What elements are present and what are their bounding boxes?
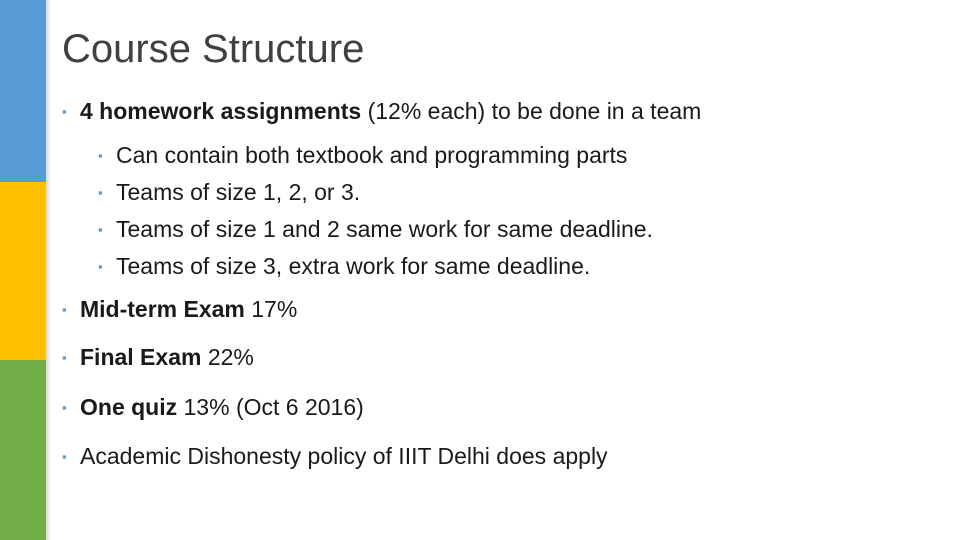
bullet-square-icon: ▪	[98, 259, 103, 274]
accent-stripe-blue	[0, 0, 46, 182]
bullet-dishonesty: ▪ Academic Dishonesty policy of IIIT Delhi does apply	[62, 443, 608, 469]
bullet-square-icon: ▪	[98, 222, 103, 237]
bullet-square-icon: ▪	[62, 350, 67, 365]
bullet-square-icon: ▪	[62, 400, 67, 415]
bullet-square-icon: ▪	[98, 185, 103, 200]
subbullet-extra-work: ▪ Teams of size 3, extra work for same deadline.	[98, 253, 591, 279]
bullet-square-icon: ▪	[62, 302, 67, 317]
bullet-quiz: ▪ One quiz 13% (Oct 6 2016)	[62, 394, 364, 420]
subbullet-team-sizes: ▪ Teams of size 1, 2, or 3.	[98, 179, 361, 205]
bullet-final: ▪ Final Exam 22%	[62, 344, 254, 370]
bullet-square-icon: ▪	[98, 148, 103, 163]
subbullet-textbook: ▪ Can contain both textbook and programming parts	[98, 142, 628, 168]
bullet-homework: ▪ 4 homework assignments (12% each) to be done in a team	[62, 98, 702, 124]
accent-stripe-green	[0, 360, 46, 540]
bullet-square-icon: ▪	[62, 449, 67, 464]
bullet-midterm: ▪ Mid-term Exam 17%	[62, 296, 298, 322]
accent-stripe-yellow	[0, 182, 46, 360]
slide-title: Course Structure	[62, 27, 365, 71]
subbullet-same-work: ▪ Teams of size 1 and 2 same work for same deadline.	[98, 216, 653, 242]
stripe-shadow	[46, 0, 51, 540]
bullet-square-icon: ▪	[62, 104, 67, 119]
